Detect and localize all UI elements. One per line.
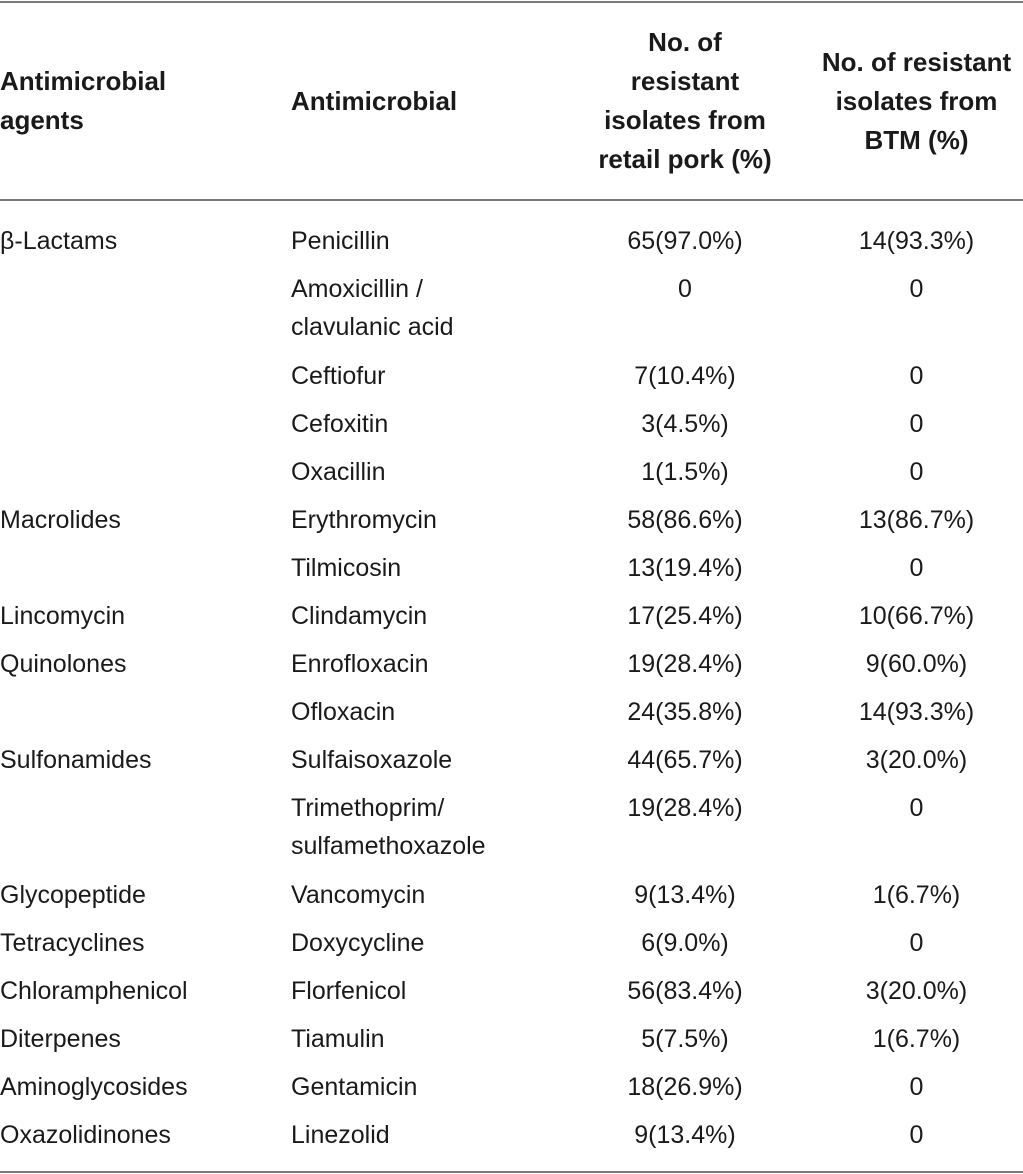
row-agent: Diterpenes — [0, 1025, 121, 1053]
row-agent: Sulfonamides — [0, 746, 152, 774]
row-antimicrobial: Amoxicillin / clavulanic acid — [291, 275, 454, 341]
row-retail-pork-value: 13(19.4%) — [627, 554, 743, 582]
row-retail-pork-value: 9(13.4%) — [634, 881, 736, 909]
row-antimicrobial: Penicillin — [291, 227, 390, 255]
row-retail-pork-value: 65(97.0%) — [627, 227, 743, 255]
row-retail-pork-value: 0 — [678, 275, 692, 303]
row-retail-pork-value: 19(28.4%) — [627, 650, 743, 678]
row-btm-value: 0 — [909, 362, 924, 390]
row-agent: Tetracyclines — [0, 929, 145, 957]
row-btm-value: 14(93.3%) — [858, 698, 975, 726]
row-btm-value: 10(66.7%) — [858, 602, 975, 630]
row-retail-pork-value: 56(83.4%) — [627, 977, 743, 1005]
row-agent: Lincomycin — [0, 602, 126, 630]
row-agent: Aminoglycosides — [0, 1073, 188, 1101]
row-btm-value: 14(93.3%) — [858, 227, 975, 255]
row-retail-pork-value: 58(86.6%) — [627, 506, 743, 534]
row-antimicrobial: Tiamulin — [291, 1025, 385, 1053]
row-agent: Macrolides — [0, 506, 121, 534]
row-retail-pork-value: 9(13.4%) — [634, 1121, 736, 1149]
row-antimicrobial: Florfenicol — [291, 977, 407, 1005]
row-retail-pork-value: 17(25.4%) — [627, 602, 743, 630]
header-retail-pork: No. of resistant isolates from retail pork (%) — [598, 27, 772, 174]
header-rule — [0, 199, 1023, 201]
row-antimicrobial: Enrofloxacin — [291, 650, 429, 678]
row-retail-pork-value: 5(7.5%) — [641, 1025, 729, 1053]
row-btm-value: 1(6.7%) — [872, 881, 961, 909]
row-retail-pork-value: 44(65.7%) — [627, 746, 743, 774]
row-agent: β-Lactams — [0, 227, 118, 255]
header-btm: No. of resistant isolates from BTM (%) — [821, 47, 1012, 155]
row-antimicrobial: Vancomycin — [291, 881, 426, 909]
row-btm-value: 9(60.0%) — [865, 650, 968, 678]
header-antimicrobial-agents: Antimicrobial agents — [0, 66, 167, 135]
row-btm-value: 0 — [909, 929, 924, 957]
row-antimicrobial: Tilmicosin — [291, 554, 402, 582]
row-btm-value: 0 — [909, 410, 924, 438]
row-retail-pork-value: 7(10.4%) — [634, 362, 736, 390]
row-agent: Quinolones — [0, 650, 127, 678]
row-antimicrobial: Trimethoprim/ sulfamethoxazole — [291, 794, 486, 860]
row-antimicrobial: Doxycycline — [291, 929, 425, 957]
row-antimicrobial: Cefoxitin — [291, 410, 389, 438]
row-btm-value: 13(86.7%) — [858, 506, 975, 534]
row-antimicrobial: Ceftiofur — [291, 362, 386, 390]
row-agent: Glycopeptide — [0, 881, 146, 909]
row-antimicrobial: Erythromycin — [291, 506, 437, 534]
row-retail-pork-value: 6(9.0%) — [641, 929, 729, 957]
row-btm-value: 0 — [909, 275, 924, 303]
header-antimicrobial: Antimicrobial — [291, 86, 458, 116]
row-retail-pork-value: 19(28.4%) — [627, 794, 743, 822]
row-antimicrobial: Oxacillin — [291, 458, 386, 486]
row-retail-pork-value: 3(4.5%) — [641, 410, 729, 438]
row-agent: Oxazolidinones — [0, 1121, 171, 1149]
row-btm-value: 3(20.0%) — [865, 746, 968, 774]
row-retail-pork-value: 1(1.5%) — [641, 458, 729, 486]
row-btm-value: 0 — [909, 1121, 924, 1149]
row-antimicrobial: Gentamicin — [291, 1073, 418, 1101]
row-btm-value: 1(6.7%) — [872, 1025, 961, 1053]
row-btm-value: 0 — [909, 458, 924, 486]
row-btm-value: 0 — [909, 794, 924, 822]
row-antimicrobial: Clindamycin — [291, 602, 428, 630]
row-btm-value: 0 — [909, 554, 924, 582]
top-rule — [0, 1, 1023, 3]
row-antimicrobial: Ofloxacin — [291, 698, 396, 726]
row-agent: Chloramphenicol — [0, 977, 188, 1005]
bottom-rule — [0, 1171, 1023, 1173]
row-retail-pork-value: 24(35.8%) — [627, 698, 743, 726]
row-antimicrobial: Linezolid — [291, 1121, 390, 1149]
row-retail-pork-value: 18(26.9%) — [627, 1073, 743, 1101]
row-antimicrobial: Sulfaisoxazole — [291, 746, 453, 774]
row-btm-value: 3(20.0%) — [865, 977, 968, 1005]
row-btm-value: 0 — [909, 1073, 924, 1101]
